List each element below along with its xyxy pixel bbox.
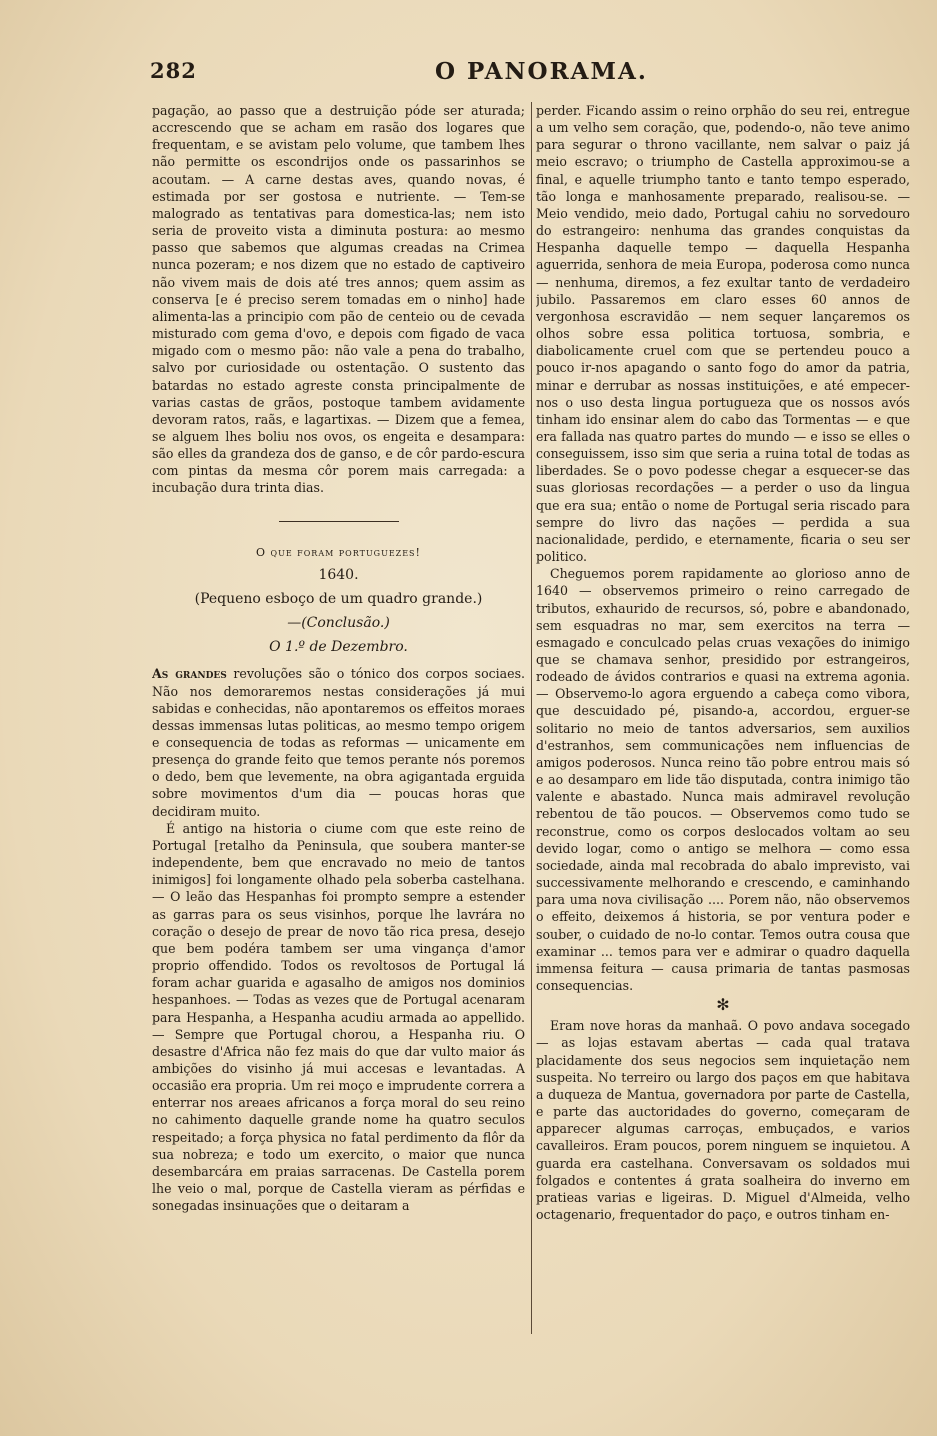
lead-words: As grandes (152, 666, 227, 682)
section-conclusion-note: —(Conclusão.) (287, 615, 390, 632)
asterism-ornament: ✻ (716, 995, 730, 1015)
section-title (152, 544, 525, 561)
article-paragraph-5: Eram nove horas da manhaã. O povo andava socegado — as lojas estavam abertas — cada qual tratava placidamente dos seus negocios sem inquietação nem suspeita. No terreiro ou largo dos paços em que habitava a duqueza de Mantua, governadora por parte de Castella, e parte das auctoridades do governo, começaram de apparecer algumas carroças, embuçados, e varios cavalleiros. Eram poucos, porem ninguem se inquietou. A guarda era castelhana. Conversavam os soldados mui folgados e contentes á grata soalheira do inverno em pratieas varias e ligeiras. D. Miguel d'Almeida, velho octagenario, frequentador do paço, e outros tinham en- (536, 1018, 910, 1222)
article-paragraph-1 (152, 665, 525, 819)
right-column (536, 102, 910, 1337)
article-paragraph-2: É antigo na historia o ciume com que este reino de Portugal [retalho da Peninsula, que soubera manter-se independente, bem que encravado no meio de tantos inimigos] foi longamente olhado pela soberba castelhana. — O leão das Hespanhas foi prompto sempre a estender as garras para os seus visinhos, porque lhe lavrára no coração o desejo de prear de novo tão rica presa, desejo que bem podéra tambem ser uma vingança d'amor proprio offendido. Todos os revoltosos de Portugal lá foram achar guarida e agasalho de amigos nos dominios hespanhoes. — Todas as vezes que de Portugal acenaram para Hespanha, a Hespanha acudiu armada ao appellido. — Sempre que Portugal chorou, a Hespanha riu. O desastre d'Africa não fez mais do que dar vulto maior ás ambições do visinho já mui accesas e levantadas. A occasião era propria. Um rei moço e imprudente correra a enterrar nos areaes africanos a força moral do seu reino no cahimento daquelle grande nome ha quatro seculos respeitado; a força physica no fatal perdimento da flôr da sua nobreza; e todo um exercito, o maior que nunca desembarcára em praias sarracenas. De Castella porem lhe veio o mal, porque de Castella vieram as pérfidas e sonegadas insinuações que o deitaram a (152, 820, 525, 1214)
journal-title: O PANORAMA. (435, 58, 648, 85)
left-column (152, 102, 525, 1337)
article-paragraph-4: Cheguemos porem rapidamente ao glorioso anno de 1640 — observemos primeiro o reino carregado de tributos, exhaurido de recursos, só, pobre e abandonado, sem esquadras no mar, sem exercitos na terra — esmagado e conculcado pelas cruas vexações do inimigo que se chamava senhor, presidido por estrangeiros, rodeado de ávidos contrarios e quasi na extrema agonia. — Observemo-lo agora erguendo a cabeça como vibora, que descuidado pé, pisando-a, accordou, erguer-se solitario no meio de tantos adversarios, sem auxilios d'estranhos, sem communicações nem influencias de amigos poderosos. Nunca reino tão pobre entrou mais só e ao desamparo em lide tão disputada, contra inimigo tão valente e abastado. Nunca mais admiravel revolução rebentou de tão poucos. — Observemos como tudo se reconstrue, como os corpos deslocados voltam ao seu devido logar, como o antigo se melhora — como essa sociedade, ainda mal recobrada do abalo imprevisto, vai successivamente melhorando e crescendo, e caminhando para uma nova civilisação .... Porem não, não observemos o effeito, deixemos á historia, se por ventura poder e souber, o cuidado de no-lo contar. Temos outra cousa que examinar ... temos para ver e admirar o quadro daquella immensa feitura — causa primaria de tantas pasmosas consequencias. (536, 566, 910, 993)
page-header (150, 58, 910, 88)
section-title-text: O que foram portuguezes! (256, 545, 421, 559)
column-divider (531, 102, 532, 1334)
section-divider-rule (279, 521, 399, 522)
section-date-line: O 1.º de Dezembro. (269, 639, 408, 656)
article-paragraph-3: perder. Ficando assim o reino orphão do seu rei, entregue a um velho sem coração, que, podendo-o, não teve animo para segurar o throno vacillante, nem salvar o paiz já meio escravo; o triumpho de Castella approximou-se a final, e aquelle triumpho tanto e tanto tempo esperado, tão longa e manhosamente preparado, realisou-se. — Meio vendido, meio dado, Portugal cahiu no sorvedouro do estrangeiro: nenhuma das grandes conquistas da Hespanha daquelle tempo — daquella Hespanha aguerrida, senhora de meia Europa, poderosa como nunca — nenhuma, diremos, a fez exultar tanto de verdadeiro jubilo. Passaremos em claro esses 60 annos de vergonhosa escravidão — nem sequer lançaremos os olhos sobre essa politica tortuosa, sombria, e diabolicamente cruel com que se pertendeu pouco a pouco ir-nos apagando o santo fogo do amor da patria, minar e derrubar as nossas instituições, e até empecer-nos o uso desta lingua portugueza que os nossos avós tinham ido ensinar alem do cabo das Tormentas — e que era fallada nas quatro partes do mundo — e isso se elles o conseguissem, isso sim que seria a ruina total de todas as liberdades. Se o povo podesse chegar a esquecer-se das suas gloriosas recordações — a perder o uso da lingua que era sua; então o nome de Portugal seria riscado para sempre do livro das nações — perdida a sua nacionalidade, perdido, e eternamente, ficaria o seu ser politico. (536, 103, 910, 565)
section-year: 1640. (318, 566, 359, 583)
page-number: 282 (150, 58, 197, 83)
continuation-paragraph: pagação, ao passo que a destruição póde ser aturada; accrescendo que se acham em rasão dos logares que frequentam, e se avistam pelo volume, que tambem lhes não permitte os escondrijos onde os passarinhos se acoutam. — A carne destas aves, quando novas, é estimada por ser gostosa e nutriente. — Tem-se malogrado as tentativas para domestica-las; nem isto seria de proveito vista a diminuta postura: ao mesmo passo que sabemos que algumas creadas na Crimea nunca pozeram; e nos dizem que no estado de captiveiro não vivem mais de dois até tres annos; quem assim as conserva [e é preciso serem tomadas em o ninho] hade alimenta-las a principio com pão de centeio ou de cevada misturado com gema d'ovo, e depois com figado de vaca migado com o mesmo pão: não vale a pena do trabalho, salvo por curiosidade ou ostentação. O sustento das batardas no estado agreste consta principalmente de varias castas de grãos, postoque tambem avidamente devoram ratos, raãs, e lagartixas. — Dizem que a femea, se alguem lhes boliu nos ovos, os engeita e desampara: são elles da grandeza dos de ganso, e de côr pardo-escura com pintas da mesma côr porem mais carregada: a incubação dura trinta dias. (152, 103, 525, 496)
section-subtitle: (Pequeno esboço de um quadro grande.) (194, 590, 483, 607)
article-paragraph-1-text: revoluções são o tónico dos corpos sociaes. Não nos demoraremos nestas considerações já mui sabidas e conhecidas, não apontaremos os effeitos moraes dessas immensas lutas politicas, ao mesmo tempo origem e consequencia de todas as reformas — unicamente em presença do grande feito que temos perante nós poremos o dedo, bem que levemente, na obra agigantada erguida sobre movimentos d'um dia — poucas horas que decidiram muito. (152, 666, 525, 819)
